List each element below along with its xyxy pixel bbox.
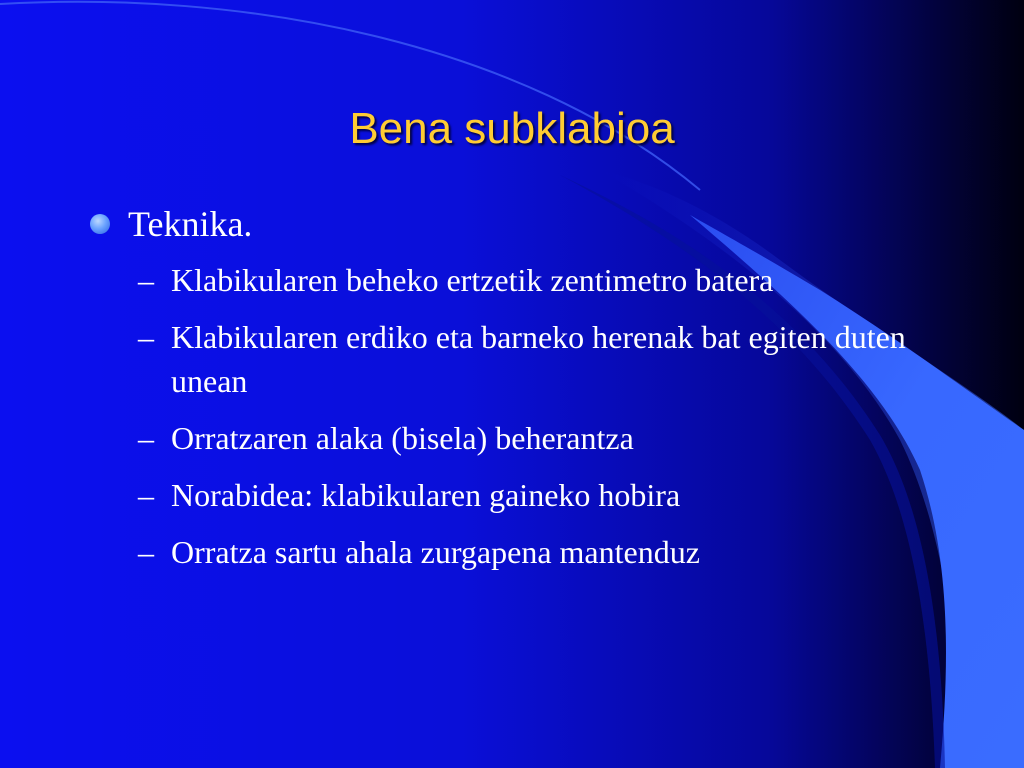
dash-bullet-icon: – xyxy=(138,534,154,570)
slide-body xyxy=(88,198,918,587)
bullet-label: Teknika. xyxy=(128,204,253,244)
sub-bullet-text: Klabikularen erdiko eta barneko herenak bat egiten duten unean xyxy=(171,319,906,399)
slide-title: Bena subklabioa xyxy=(349,104,675,153)
dash-bullet-icon: – xyxy=(138,319,154,355)
sub-bullet-item xyxy=(88,315,918,403)
bullet-dot-icon xyxy=(90,214,110,234)
sub-bullet-text: Norabidea: klabikularen gaineko hobira xyxy=(171,477,681,513)
sub-bullet-text: Orratzaren alaka (bisela) beherantza xyxy=(171,420,634,456)
arc-line-top xyxy=(0,2,700,190)
sub-bullet-text: Orratza sartu ahala zurgapena mantenduz xyxy=(171,534,700,570)
bullet-item-teknika xyxy=(88,198,918,250)
sub-bullet-list xyxy=(88,258,918,574)
dash-bullet-icon: – xyxy=(138,420,154,456)
sub-bullet-item xyxy=(88,530,918,574)
dash-bullet-icon: – xyxy=(138,262,154,298)
dash-bullet-icon: – xyxy=(138,477,154,513)
sub-bullet-item xyxy=(88,416,918,460)
sub-bullet-text: Klabikularen beheko ertzetik zentimetro batera xyxy=(171,262,774,298)
sub-bullet-item xyxy=(88,258,918,302)
sub-bullet-item xyxy=(88,473,918,517)
